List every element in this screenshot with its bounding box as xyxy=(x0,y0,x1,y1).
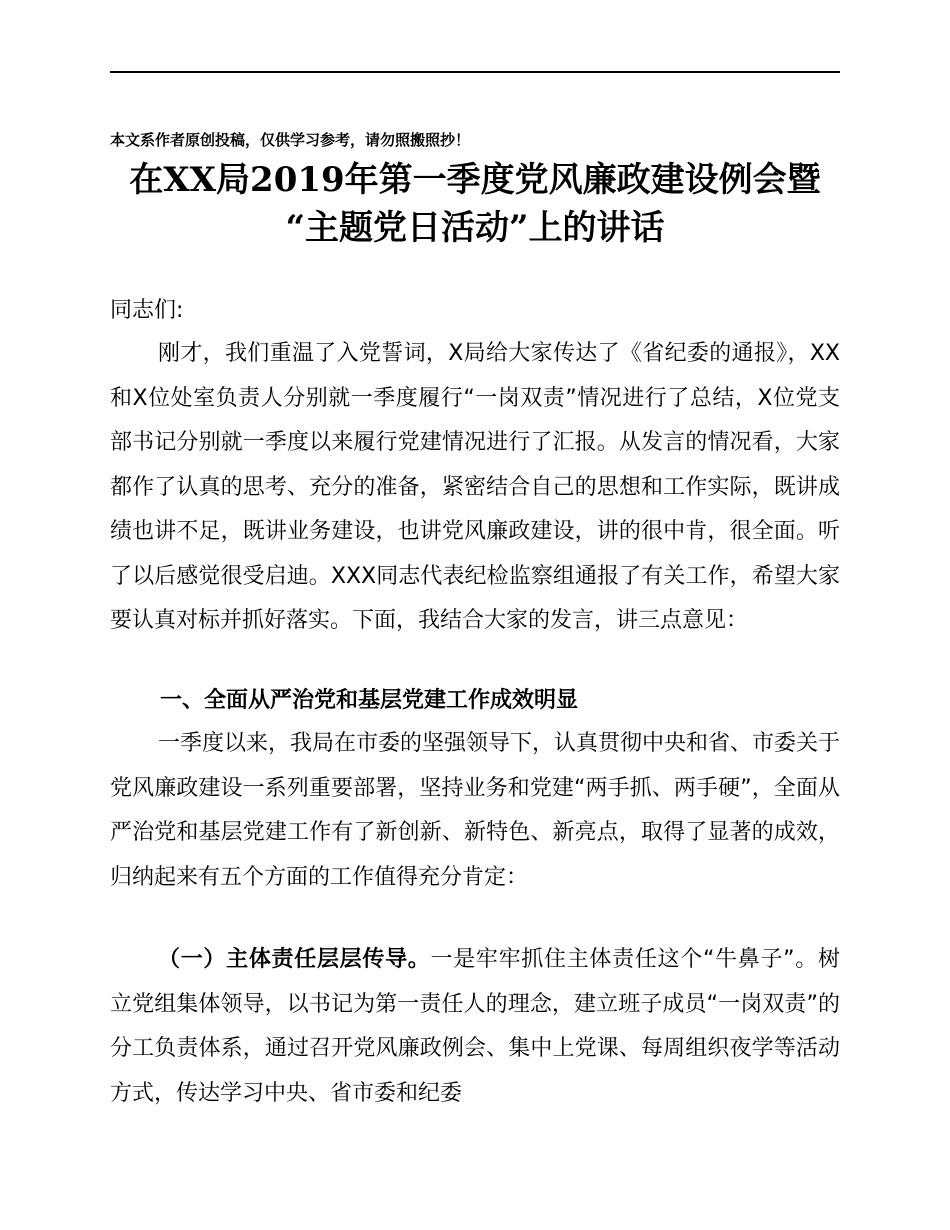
paragraph-opening: 刚才，我们重温了入党誓词，X局给大家传达了《省纪委的通报》，XX和X位处室负责人分别就一季度履行“一岗双责”情况进行了总结，X位党支部书记分别就一季度以来履行党建情况进行了汇报。从发言的情况看，大家都作了认真的思考、充分的准备，紧密结合自己的思想和工作实际，既讲成绩也讲不足，既讲业务建设，也讲党风廉政建设，讲的很中肯，很全面。听了以后感觉很受启迪。XXX同志代表纪检监察组通报了有关工作，希望大家要认真对标并抓好落实。下面，我结合大家的发言，讲三点意见： xyxy=(110,341,840,633)
document-title xyxy=(110,156,840,252)
header-rule xyxy=(110,71,840,73)
subsection-1-text: 一是牢牢抓住主体责任这个“牛鼻子”。树立党组集体领导，以书记为第一责任人的理念，建立班子成员“一岗双责”的分工负责体系，通过召开党风廉政例会、集中上党课、每周组织夜学等活动方式，传达学习中央、省市委和纪委 xyxy=(110,947,840,1106)
paragraph-section-1: 一季度以来，我局在市委的坚强领导下，认真贯彻中央和省、市委关于党风廉政建设一系列重要部署，坚持业务和党建“两手抓、两手硬”，全面从严治党和基层党建工作有了新创新、新特色、新亮点，取得了显著的成效，归纳起来有五个方面的工作值得充分肯定： xyxy=(110,731,841,890)
copyright-note: 本文系作者原创投稿，仅供学习参考，请勿照搬照抄！ xyxy=(110,131,471,149)
section-heading-1: 一、全面从严治党和基层党建工作成效明显 xyxy=(160,688,579,713)
title-line-1: 在XX局2019年第一季度党风廉政建设例会暨 xyxy=(129,160,821,200)
paragraph-subsection-1 xyxy=(110,938,840,1116)
subsection-heading-1: （一）主体责任层层传导。 xyxy=(158,947,431,972)
title-line-2: “主题党日活动”上的讲话 xyxy=(285,208,665,248)
salutation: 同志们: xyxy=(110,298,184,323)
